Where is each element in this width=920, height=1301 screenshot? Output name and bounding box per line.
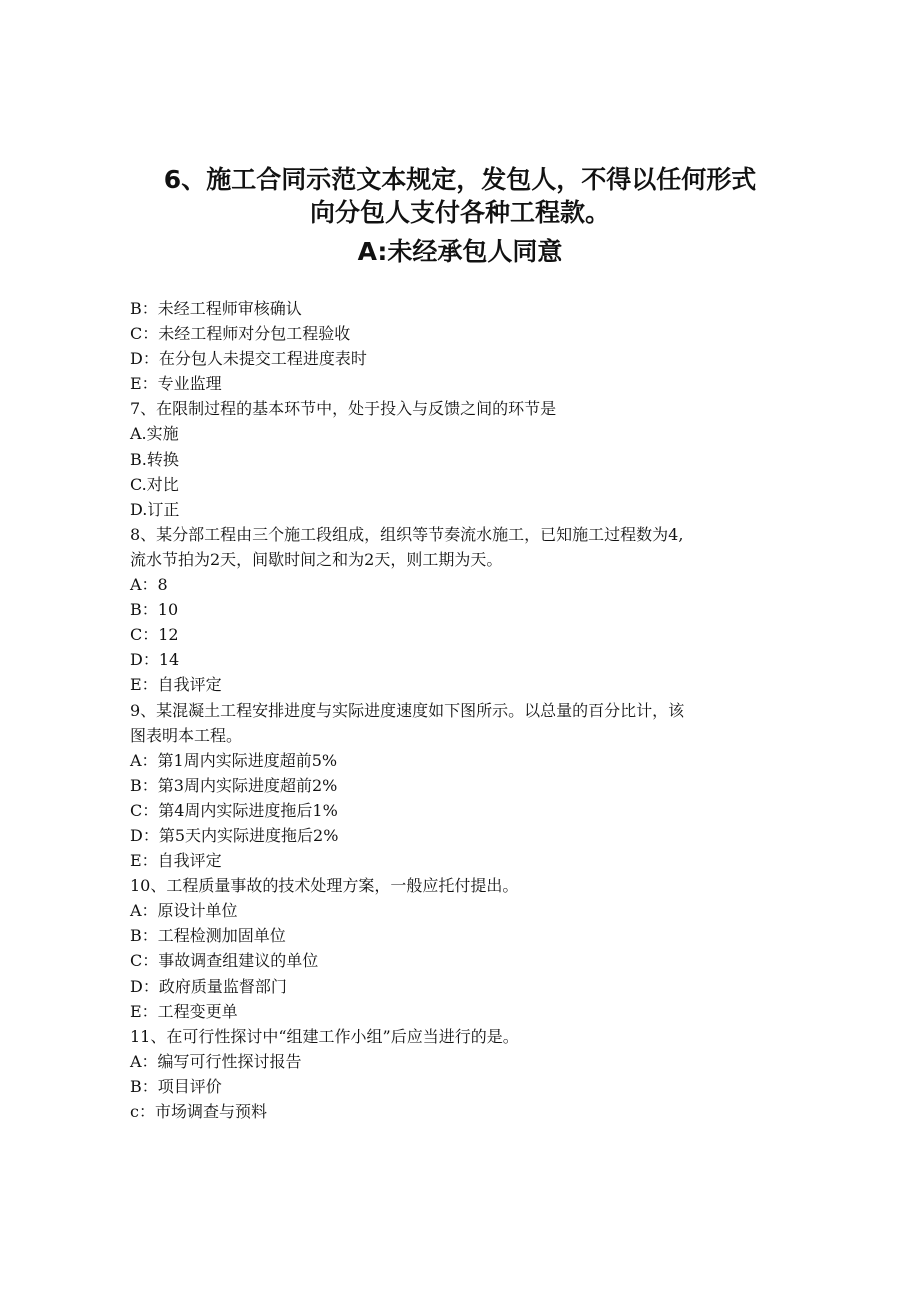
question-7-option-d: D.订正 bbox=[130, 499, 180, 519]
question-8-option-e: E：自我评定 bbox=[130, 675, 222, 695]
question-11-option-b: B：项目评价 bbox=[130, 1076, 222, 1096]
question-9-text-line-2: 图表明本工程。 bbox=[130, 725, 243, 745]
question-8-option-d: D：14 bbox=[130, 650, 180, 670]
question-8-option-b: B：10 bbox=[130, 600, 179, 620]
question-11-text: 11、在可行性探讨中“组建工作小组”后应当进行的是。 bbox=[130, 1026, 519, 1046]
question-6-heading-line-1: 6、施工合同示范文本规定，发包人，不得以任何形式 bbox=[163, 165, 757, 194]
question-8-option-c: C：12 bbox=[130, 625, 179, 645]
question-list bbox=[130, 296, 790, 1124]
question-10-option-c: C：事故调查组建议的单位 bbox=[130, 951, 319, 971]
question-9-option-e: E：自我评定 bbox=[130, 851, 222, 871]
question-9-option-a: A：第1周内实际进度超前5% bbox=[130, 750, 338, 770]
question-11-option-a: A：编写可行性探讨报告 bbox=[130, 1051, 302, 1071]
question-9-text-line-1: 9、某混凝土工程安排进度与实际进度速度如下图所示。以总量的百分比计，该 bbox=[130, 700, 685, 720]
question-7-option-b: B.转换 bbox=[130, 449, 179, 469]
question-6-option-d: D：在分包人未提交工程进度表时 bbox=[130, 349, 367, 369]
question-7-option-a: A.实施 bbox=[130, 424, 179, 444]
question-7-text: 7、在限制过程的基本环节中，处于投入与反馈之间的环节是 bbox=[130, 399, 557, 419]
question-9-option-b: B：第3周内实际进度超前2% bbox=[130, 775, 338, 795]
question-6-option-e: E：专业监理 bbox=[130, 374, 222, 394]
question-11-option-c: c：市场调查与预料 bbox=[130, 1102, 267, 1121]
question-9-option-d: D：第5天内实际进度拖后2% bbox=[130, 825, 339, 845]
question-8-text-line-2: 流水节拍为2天，间歇时间之和为2天，则工期为天。 bbox=[130, 549, 503, 569]
question-7-option-c: C.对比 bbox=[130, 474, 179, 494]
question-10-option-b: B：工程检测加固单位 bbox=[130, 926, 286, 946]
question-6-option-a: A:未经承包人同意 bbox=[357, 237, 563, 266]
question-6-option-b: B：未经工程师审核确认 bbox=[130, 299, 302, 318]
question-6-option-c: C：未经工程师对分包工程验收 bbox=[130, 324, 351, 344]
question-10-option-e: E：工程变更单 bbox=[130, 1001, 238, 1021]
question-8-text-line-1: 8、某分部工程由三个施工段组成，组织等节奏流水施工，已知施工过程数为4, bbox=[130, 524, 684, 544]
question-6-heading-line-2: 向分包人支付各种工程款。 bbox=[309, 198, 610, 227]
question-10-text: 10、工程质量事故的技术处理方案，一般应托付提出。 bbox=[130, 876, 519, 896]
question-10-option-d: D：政府质量监督部门 bbox=[130, 976, 287, 996]
question-9-option-c: C：第4周内实际进度拖后1% bbox=[130, 800, 338, 820]
question-10-option-a: A：原设计单位 bbox=[130, 901, 238, 921]
question-8-option-a: A：8 bbox=[130, 575, 168, 595]
